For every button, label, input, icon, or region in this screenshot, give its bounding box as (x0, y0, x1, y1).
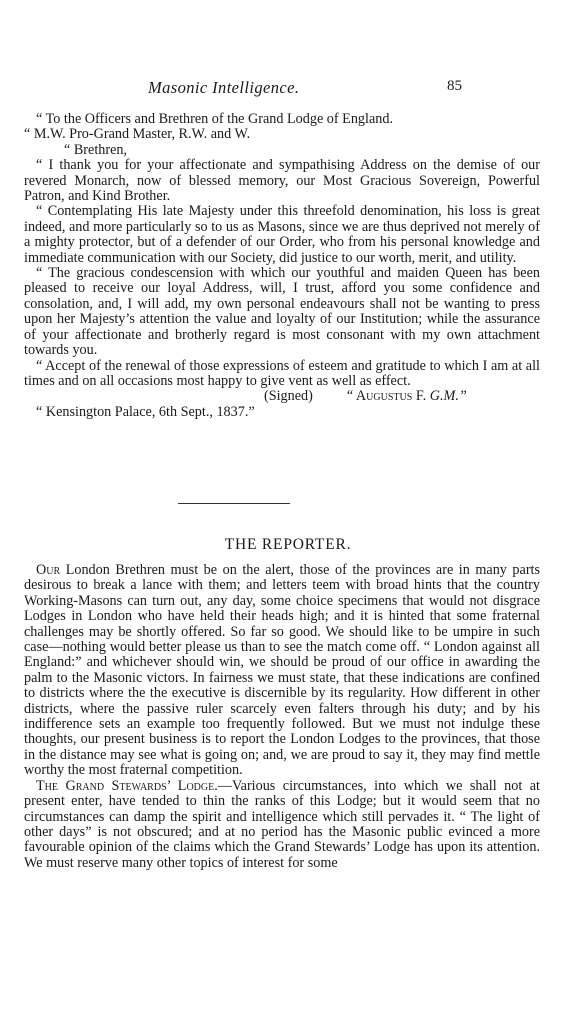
signature-line (24, 389, 540, 404)
letter-address-to: “ To the Officers and Brethren of the Grand Lodge of England. (36, 111, 393, 127)
signed-label: (Signed) (264, 388, 313, 405)
page-header (0, 78, 576, 100)
letter-paragraph: “ Accept of the renewal of those expressions of esteem and gratitude to which I am at all times and on all occasions most happy to give vent as well as effect. (24, 357, 540, 389)
signature-name (347, 389, 467, 404)
letter-paragraph: “ The gracious condescension with which our youthful and maiden Queen has been pleased to receive our loyal Address, will, I trust, afford you some confidence and consolation, and, I will add, my own personal endeavours shall not be wanting to press upon her Majesty’s attention the value and loyalty of our Institution; while the assurance of your affectionate and brotherly regard is most consonant with my own attachment towards you. (24, 265, 540, 359)
signature-name-text: “ Augustus F. (346, 388, 427, 405)
letter-paragraph: “ I thank you for your affectionate and sympathising Address on the demise of our revered Monarch, now of blessed memory, our Most Gracious Sovereign, Powerful Patron, and Kind Brother. (24, 157, 540, 205)
reporter-paragraph-body: —Various circumstances, into which we shall not at present enter, have tended to thin the ranks of this Lodge; but it would seem that no circumstances can damp the spirit and intelligence which still pervades it. “ The light of other days” is not obscured; and at no period has the Masonic public evinced a more favourable opinion of the claims which the Grand Stewards’ Lodge has upon its attention. We must reserve many other topics of interest for some (24, 777, 540, 871)
lodge-heading: The Grand Stewards’ Lodge. (36, 777, 218, 794)
letter-paragraph: “ Contemplating His late Majesty under this threefold denomination, his loss is great indeed, and more particularly so to us as Masons, since we are thus deprived not merely of a mighty protector, but of a defender of our Order, who from his personal knowledge and immediate communication with our Society, did justice to our worth, merit, and utility. (24, 203, 540, 266)
letter-address-master: “ M.W. Pro-Grand Master, R.W. and W. (24, 126, 251, 143)
reporter-paragraph-body: London Brethren must be on the alert, those of the provinces are in many parts desirous to break a lance with them; and letters teem with broad hints that the country Working-Masons can turn out, any day, some choice specimens that would not disgrace Lodges in London who have held their heads high; and it is hinted that some fraternal challenges may be shortly offered. So far so good. We should like to be umpire in such case—nothing would better please us than to see the match come off. “ London against all England:” and whichever should win, we should be proud of our office in awarding the palm to the Masonic victors. In fairness we must state, that these indications are confined to districts where the the executive is discernible by its regularity. How different in other districts, where the passive ruler scarcely even falters through his duty; and by his indifference sets an example too frequently followed. But we must not indulge these thoughts, our present business is to report the London Lodges to the provinces, that those in the distance may see what is going on; and, we are proud to say it, they may find mettle worthy the most fraternal competition. (24, 562, 541, 779)
section-title: THE REPORTER. (224, 536, 352, 553)
letter-dateline: “ Kensington Palace, 6th Sept., 1837.” (36, 403, 255, 420)
letter-block (24, 112, 540, 420)
signature-title: G.M.” (429, 388, 467, 405)
section-divider (178, 503, 290, 504)
page-number: 85 (447, 78, 462, 94)
reporter-paragraph (24, 563, 540, 779)
letter-salutation: “ Brethren, (64, 141, 128, 158)
reporter-block (24, 563, 540, 871)
reporter-paragraph (24, 779, 540, 871)
reporter-lead-word: Our (36, 562, 61, 578)
running-title: Masonic Intelligence. (148, 78, 300, 97)
